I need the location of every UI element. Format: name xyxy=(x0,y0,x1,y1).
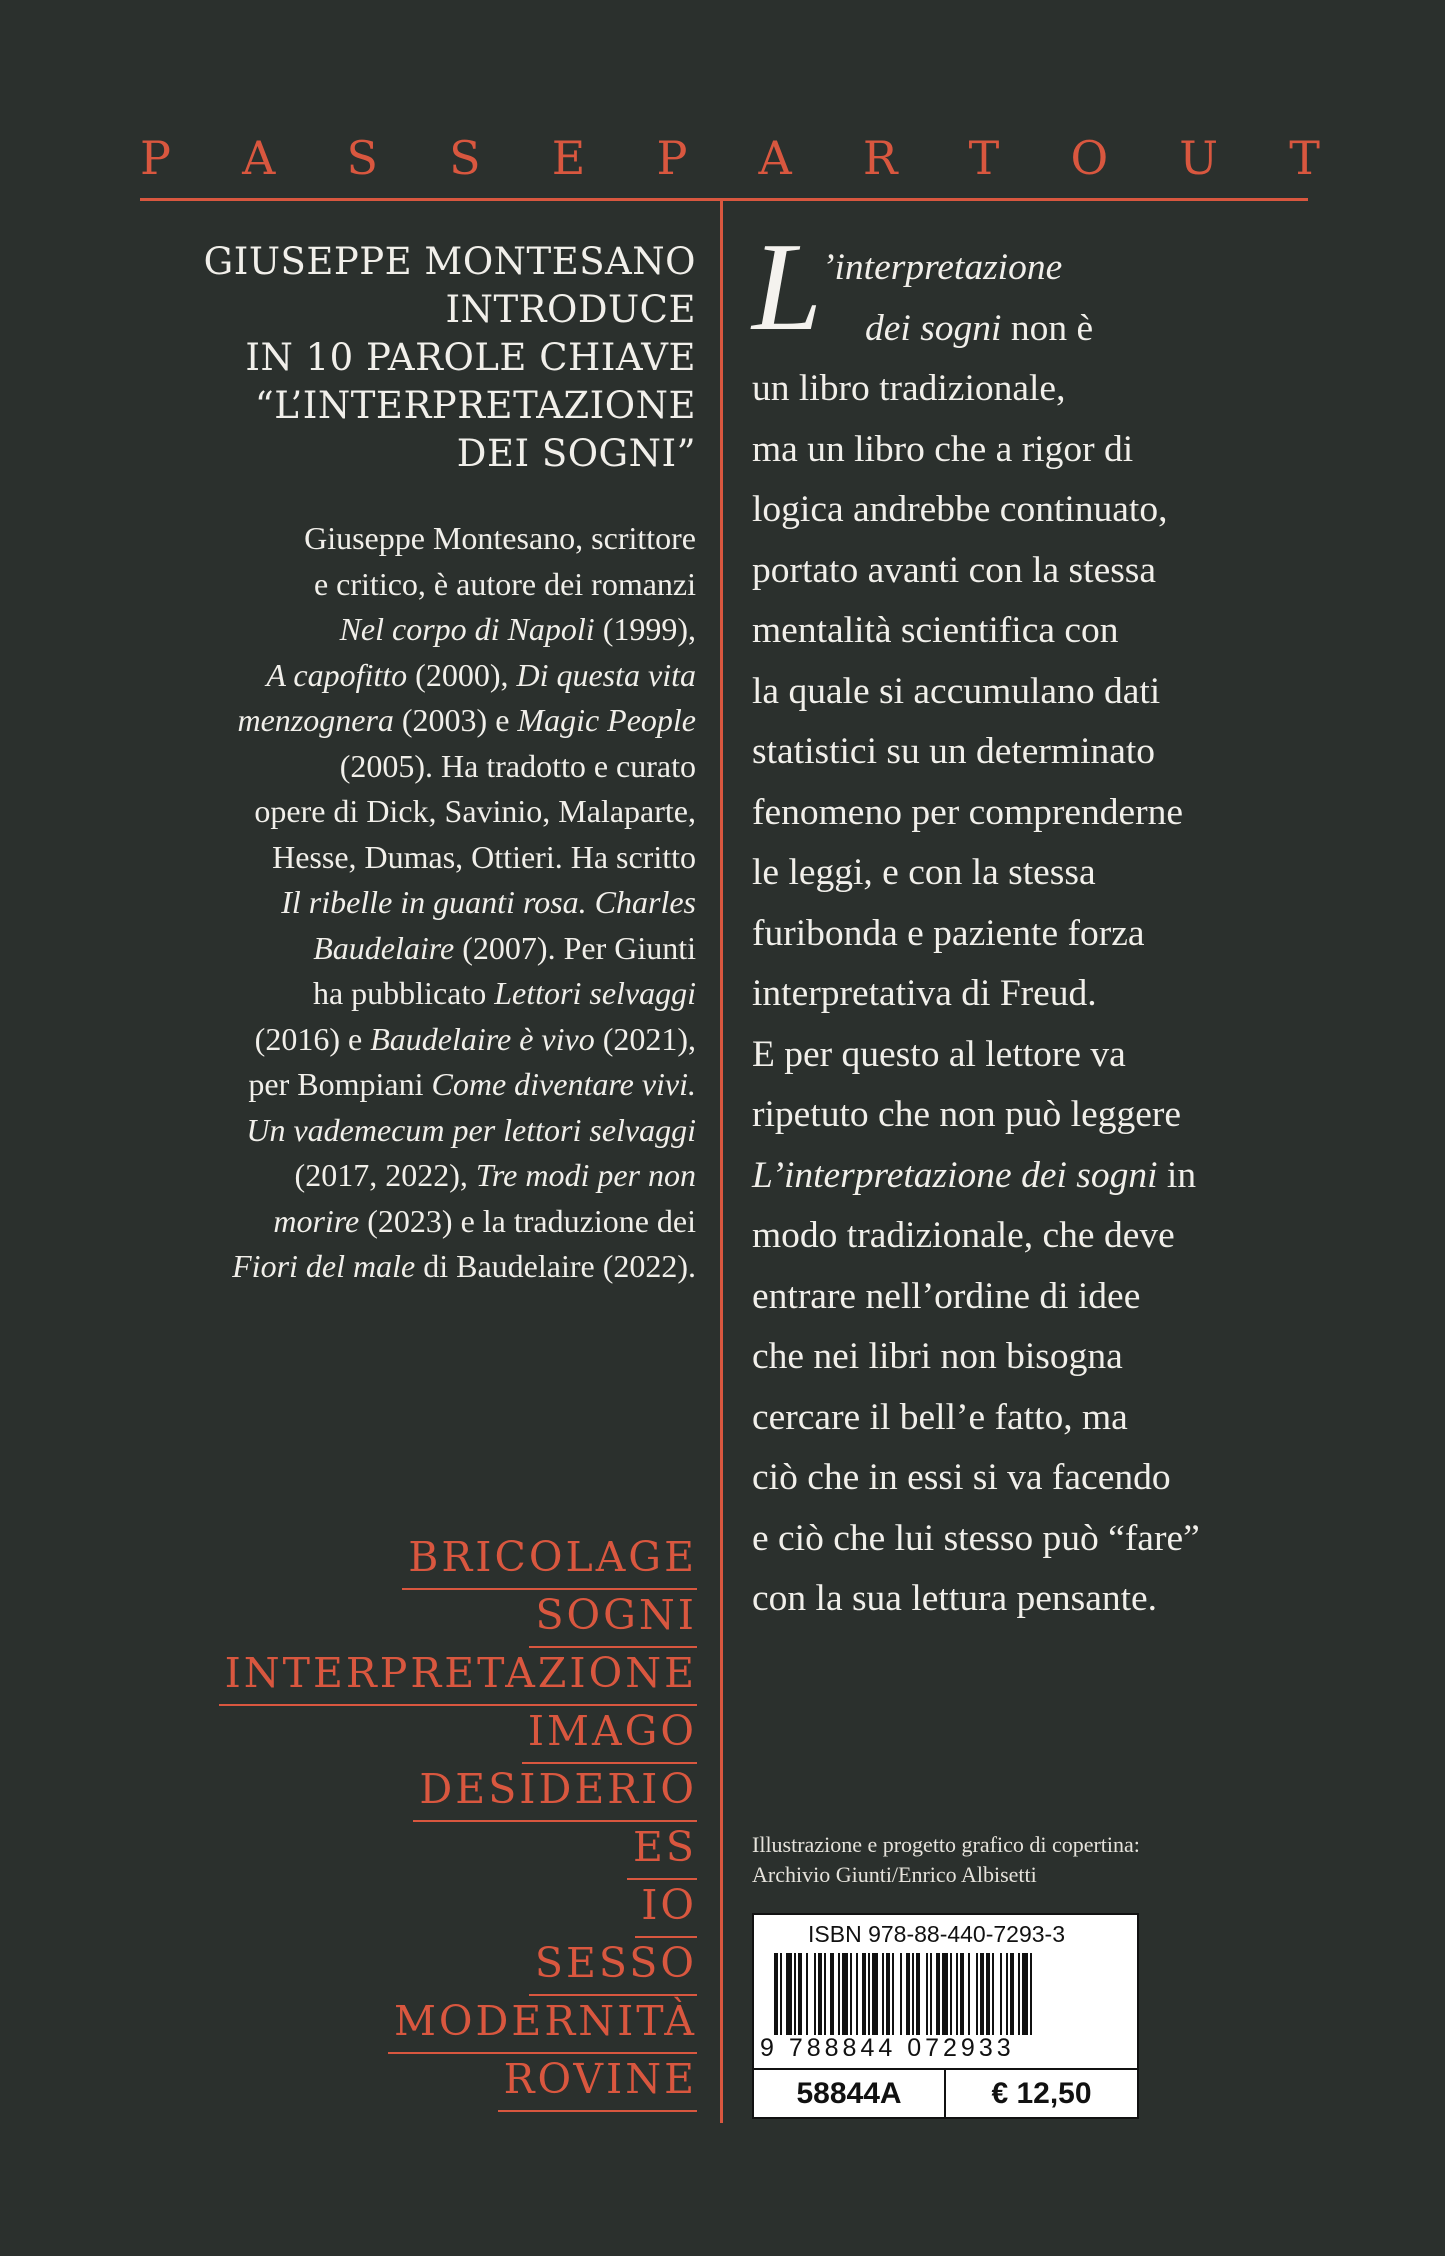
italic-text: Nel corpo di Napoli xyxy=(339,611,595,647)
barcode-bar xyxy=(886,1953,890,2035)
barcode-bar xyxy=(774,1953,778,2035)
credit-line: Archivio Giunti/Enrico Albisetti xyxy=(752,1862,1037,1887)
barcode-bar xyxy=(1018,1953,1020,2035)
text-line xyxy=(752,1448,1312,1509)
barcode-bar xyxy=(868,1953,870,2035)
barcode-bar xyxy=(936,1953,940,2035)
barcode-bar xyxy=(780,1953,782,2035)
italic-text: menzognera xyxy=(237,702,394,738)
text-segment: (2017, 2022), xyxy=(294,1157,476,1193)
text-line xyxy=(752,1569,1312,1630)
text-segment: ma un libro che a rigor di xyxy=(752,428,1134,470)
series-letter: T xyxy=(1289,131,1320,185)
text-segment: (2023) e la traduzione dei xyxy=(359,1202,696,1239)
barcode-bar xyxy=(824,1953,826,2035)
text-line xyxy=(60,1108,696,1154)
keyword-item: ROVINE xyxy=(498,2052,697,2112)
text-line xyxy=(60,835,696,881)
text-segment: (2016) e xyxy=(254,1020,371,1057)
intro-heading xyxy=(100,238,696,478)
keyword-item: ES xyxy=(627,1820,697,1880)
text-segment: (2005). Ha tradotto e curato xyxy=(339,747,696,784)
barcode-bar xyxy=(818,1953,822,2035)
text-segment: con la sua lettura pensante. xyxy=(752,1578,1158,1619)
text-line xyxy=(60,1153,696,1199)
keyword-item: BRICOLAGE xyxy=(402,1530,697,1590)
text-line xyxy=(752,904,1312,965)
barcode-bar xyxy=(926,1953,928,2035)
heading-line: IN 10 PAROLE CHIAVE xyxy=(245,336,696,379)
text-segment: e critico, è autore dei romanzi xyxy=(313,565,696,602)
text-line xyxy=(752,1267,1312,1328)
keyword-item: SOGNI xyxy=(529,1588,697,1648)
heading-line: INTRODUCE xyxy=(445,288,696,331)
text-line xyxy=(752,1146,1312,1207)
text-segment: le leggi, e con la stessa xyxy=(752,852,1096,893)
text-line xyxy=(60,562,696,608)
heading-line: “L’INTERPRETAZIONE xyxy=(254,384,696,427)
barcode-bar xyxy=(872,1953,878,2035)
text-segment: (2003) e xyxy=(393,702,518,738)
text-line xyxy=(752,662,1312,723)
barcode-bar xyxy=(968,1953,970,2035)
back-cover-quote xyxy=(752,238,1312,1630)
text-segment: ripetuto che non può leggere xyxy=(752,1094,1182,1135)
text-segment: opere di Dick, Savinio, Malaparte, xyxy=(254,793,696,829)
code-price-bar xyxy=(754,2068,1137,2119)
author-bio xyxy=(60,516,696,1290)
barcode-bar xyxy=(830,1953,834,2035)
text-line xyxy=(60,1017,696,1063)
italic-text: Come diventare vivi. xyxy=(431,1066,696,1102)
text-segment: modo tradizionale, che deve xyxy=(752,1215,1175,1256)
text-line xyxy=(752,1388,1312,1449)
text-segment: un libro tradizionale, xyxy=(752,368,1066,409)
text-segment: Hesse, Dumas, Ottieri. Ha scritto xyxy=(272,838,696,875)
text-segment: di Baudelaire (2022). xyxy=(415,1248,696,1284)
text-segment: (2000), xyxy=(407,656,517,693)
barcode-bar xyxy=(1022,1953,1028,2035)
series-letter: U xyxy=(1179,131,1219,185)
heading-line: DEI SOGNI” xyxy=(456,432,696,475)
italic-text: Fiori del male xyxy=(232,1248,416,1284)
barcode-bar xyxy=(980,1953,984,2035)
text-line xyxy=(60,516,696,562)
series-underline xyxy=(140,198,1308,201)
italic-text: Lettori selvaggi xyxy=(494,975,696,1011)
barcode-bar xyxy=(1000,1953,1002,2035)
text-line xyxy=(60,744,696,790)
keyword-item: DESIDERIO xyxy=(413,1762,697,1822)
series-letter: R xyxy=(862,131,898,185)
text-line xyxy=(752,783,1312,844)
italic-text: morire xyxy=(273,1202,360,1239)
text-segment: portato avanti con la stessa xyxy=(752,549,1157,591)
drop-cap: L xyxy=(752,218,823,357)
text-line xyxy=(60,880,696,926)
text-line xyxy=(752,299,1312,360)
text-line xyxy=(60,789,696,835)
barcode-bar xyxy=(960,1953,964,2035)
text-segment: Giuseppe Montesano, scrittore xyxy=(304,520,696,556)
text-line xyxy=(60,607,696,653)
column-divider xyxy=(720,198,723,2123)
text-line xyxy=(60,698,696,744)
keyword-item: SESSO xyxy=(529,1936,697,1996)
barcode-bar xyxy=(842,1953,848,2035)
barcode-box xyxy=(752,1913,1139,2119)
text-segment: ha pubblicato xyxy=(312,975,495,1011)
credit-line: Illustrazione e progetto grafico di copertina: xyxy=(752,1832,1140,1857)
text-line xyxy=(752,359,1312,420)
text-line xyxy=(752,1206,1312,1267)
text-segment: per Bompiani xyxy=(248,1066,432,1102)
text-segment: la quale si accumulano dati xyxy=(752,670,1161,712)
italic-text: dei sogni xyxy=(865,307,1002,349)
series-letter: P xyxy=(140,131,171,185)
italic-text: Baudelaire è vivo xyxy=(370,1020,595,1057)
barcode-bar xyxy=(850,1953,852,2035)
series-letter: A xyxy=(758,131,792,185)
series-letter: S xyxy=(449,131,481,185)
barcode-bar xyxy=(1006,1953,1008,2035)
text-line xyxy=(752,722,1312,783)
text-line xyxy=(60,1244,696,1290)
text-segment: cercare il bell’e fatto, ma xyxy=(752,1396,1128,1438)
italic-text: Un vademecum per lettori selvaggi xyxy=(246,1111,696,1148)
text-line xyxy=(60,926,696,972)
keyword-item: INTERPRETAZIONE xyxy=(219,1646,697,1706)
text-line xyxy=(60,1199,696,1245)
barcode-graphic xyxy=(774,1953,1114,2035)
price-label: € 12,50 xyxy=(991,2077,1092,2110)
text-segment: (2021), xyxy=(594,1020,696,1057)
barcode-bar xyxy=(1030,1953,1032,2035)
series-title xyxy=(140,128,1320,188)
text-segment: E per questo al lettore va xyxy=(752,1033,1126,1075)
barcode-bar xyxy=(786,1953,792,2035)
barcode-bar xyxy=(900,1953,902,2035)
barcode-bar xyxy=(906,1953,910,2035)
barcode-bar xyxy=(930,1953,932,2035)
series-letter: A xyxy=(242,131,276,185)
text-line xyxy=(752,964,1312,1025)
text-segment: interpretativa di Freud. xyxy=(752,973,1097,1014)
text-segment: (2007). Per Giunti xyxy=(454,929,696,966)
keyword-item: MODERNITÀ xyxy=(388,1994,697,2054)
keyword-item: IO xyxy=(635,1878,697,1938)
text-segment: ciò che in essi si va facendo xyxy=(752,1457,1171,1498)
barcode-bar xyxy=(794,1953,796,2035)
ean-digits: 9 788844 072933 xyxy=(760,2034,1015,2062)
series-letter: S xyxy=(346,131,378,185)
italic-text: A capofitto xyxy=(266,656,408,693)
barcode-bar xyxy=(1010,1953,1014,2035)
text-line xyxy=(60,1062,696,1108)
barcode-bar xyxy=(862,1953,866,2035)
isbn-label: ISBN 978-88-440-7293-3 xyxy=(808,1921,1065,1947)
text-line xyxy=(60,971,696,1017)
barcode-bar xyxy=(814,1953,816,2035)
text-segment: non è xyxy=(1001,307,1094,349)
series-letter: T xyxy=(968,131,1000,185)
barcode-bar xyxy=(956,1953,958,2035)
text-segment: fenomeno per comprenderne xyxy=(752,791,1184,833)
barcode-bar xyxy=(992,1953,994,2035)
italic-text: L’interpretazione dei sogni xyxy=(752,1154,1158,1196)
italic-text: Il ribelle in guanti rosa. Charles xyxy=(281,884,696,920)
text-line xyxy=(752,1509,1312,1570)
text-line xyxy=(752,1327,1312,1388)
text-segment: mentalità scientifica con xyxy=(752,610,1119,651)
text-line xyxy=(752,480,1312,541)
barcode-bar xyxy=(950,1953,952,2035)
text-segment: furibonda e paziente forza xyxy=(752,912,1145,954)
barcode-bar xyxy=(916,1953,920,2035)
barcode-bar xyxy=(882,1953,884,2035)
cover-credit xyxy=(752,1830,1140,1890)
series-letter: E xyxy=(551,131,586,185)
series-letter: P xyxy=(656,131,688,185)
barcode-bar xyxy=(976,1953,978,2035)
text-line xyxy=(752,541,1312,602)
barcode-bar xyxy=(856,1953,858,2035)
text-segment: (1999), xyxy=(594,611,696,647)
keyword-item: IMAGO xyxy=(522,1704,697,1764)
text-segment: entrare nell’ordine di idee xyxy=(752,1275,1141,1317)
barcode-bar xyxy=(806,1953,808,2035)
text-segment: statistici su un determinato xyxy=(752,731,1156,772)
text-line xyxy=(752,420,1312,481)
barcode-bar xyxy=(912,1953,914,2035)
text-line xyxy=(752,1085,1312,1146)
text-segment: che nei libri non bisogna xyxy=(752,1336,1123,1377)
text-segment: logica andrebbe continuato, xyxy=(752,489,1168,530)
text-line xyxy=(752,843,1312,904)
barcode-bar xyxy=(942,1953,948,2035)
text-line xyxy=(752,238,1312,299)
barcode-bar xyxy=(986,1953,990,2035)
barcode-bar xyxy=(892,1953,894,2035)
text-line xyxy=(752,1025,1312,1086)
barcode-bar xyxy=(798,1953,802,2035)
series-letter: O xyxy=(1070,131,1109,185)
italic-text: ’interpretazione xyxy=(822,247,1063,288)
italic-text: Magic People xyxy=(517,702,696,738)
text-segment: in xyxy=(1157,1154,1197,1196)
text-segment: e ciò che lui stesso può “fare” xyxy=(752,1517,1200,1559)
text-line xyxy=(752,601,1312,662)
product-code: 58844A xyxy=(754,2070,946,2119)
italic-text: Baudelaire xyxy=(313,929,455,966)
text-line xyxy=(60,653,696,699)
italic-text: Tre modi per non xyxy=(475,1157,696,1193)
barcode-bar xyxy=(838,1953,840,2035)
italic-text: Di questa vita xyxy=(516,656,696,693)
heading-line: GIUSEPPE MONTESANO xyxy=(203,240,696,283)
